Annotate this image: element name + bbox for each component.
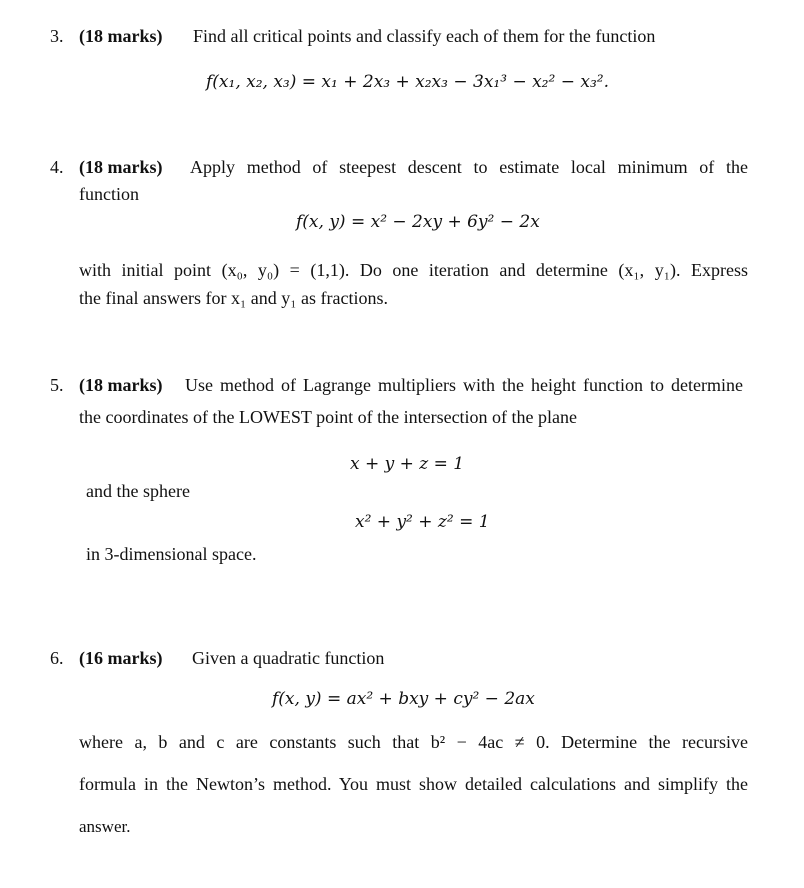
question-4-text-line2: function (79, 184, 139, 204)
question-5-sphere-formula: x² + y² + z² = 1 (355, 512, 490, 532)
question-5-number: 5. (50, 375, 64, 395)
question-5-plane-formula: x + y + z = 1 (350, 454, 465, 474)
question-5-marks: (18 marks) (79, 375, 163, 395)
question-6-line3: answer. (79, 817, 131, 836)
question-3-formula: f(x₁, x₂, x₃) = x₁ + 2x₃ + x₂x₃ − 3x₁³ − x₂² − x₃². (206, 72, 609, 92)
question-6-number: 6. (50, 648, 64, 668)
question-3-marks: (18 marks) (79, 26, 163, 46)
question-5-and-sphere: and the sphere (86, 481, 190, 501)
question-4-after-line1: with initial point (x₀, y₀) = (1,1). Do one iteration and determine (x₁, y₁). Express (79, 260, 748, 280)
question-4-text-line1: Apply method of steepest descent to estimate local minimum of the (190, 157, 748, 177)
question-5-space: in 3-dimensional space. (86, 544, 257, 564)
question-6-line1: where a, b and c are constants such that b² − 4ac ≠ 0. Determine the recursive (79, 732, 748, 752)
question-4-after-line2: the final answers for x₁ and y₁ as fractions. (79, 288, 388, 308)
question-6-text: Given a quadratic function (192, 648, 385, 668)
question-6-line2: formula in the Newton’s method. You must show detailed calculations and simplify the (79, 774, 748, 794)
question-6-marks: (16 marks) (79, 648, 163, 668)
question-3-number: 3. (50, 26, 64, 46)
question-6-formula: f(x, y) = ax² + bxy + cy² − 2ax (272, 689, 535, 709)
question-4-marks: (18 marks) (79, 157, 163, 177)
question-3-text: Find all critical points and classify each of them for the function (193, 26, 656, 46)
question-5-text-line2: the coordinates of the LOWEST point of the intersection of the plane (79, 407, 578, 427)
question-5-text-line1: Use method of Lagrange multipliers with the height function to determine (185, 375, 743, 395)
question-4-formula: f(x, y) = x² − 2xy + 6y² − 2x (296, 212, 540, 232)
question-4-number: 4. (50, 157, 64, 177)
